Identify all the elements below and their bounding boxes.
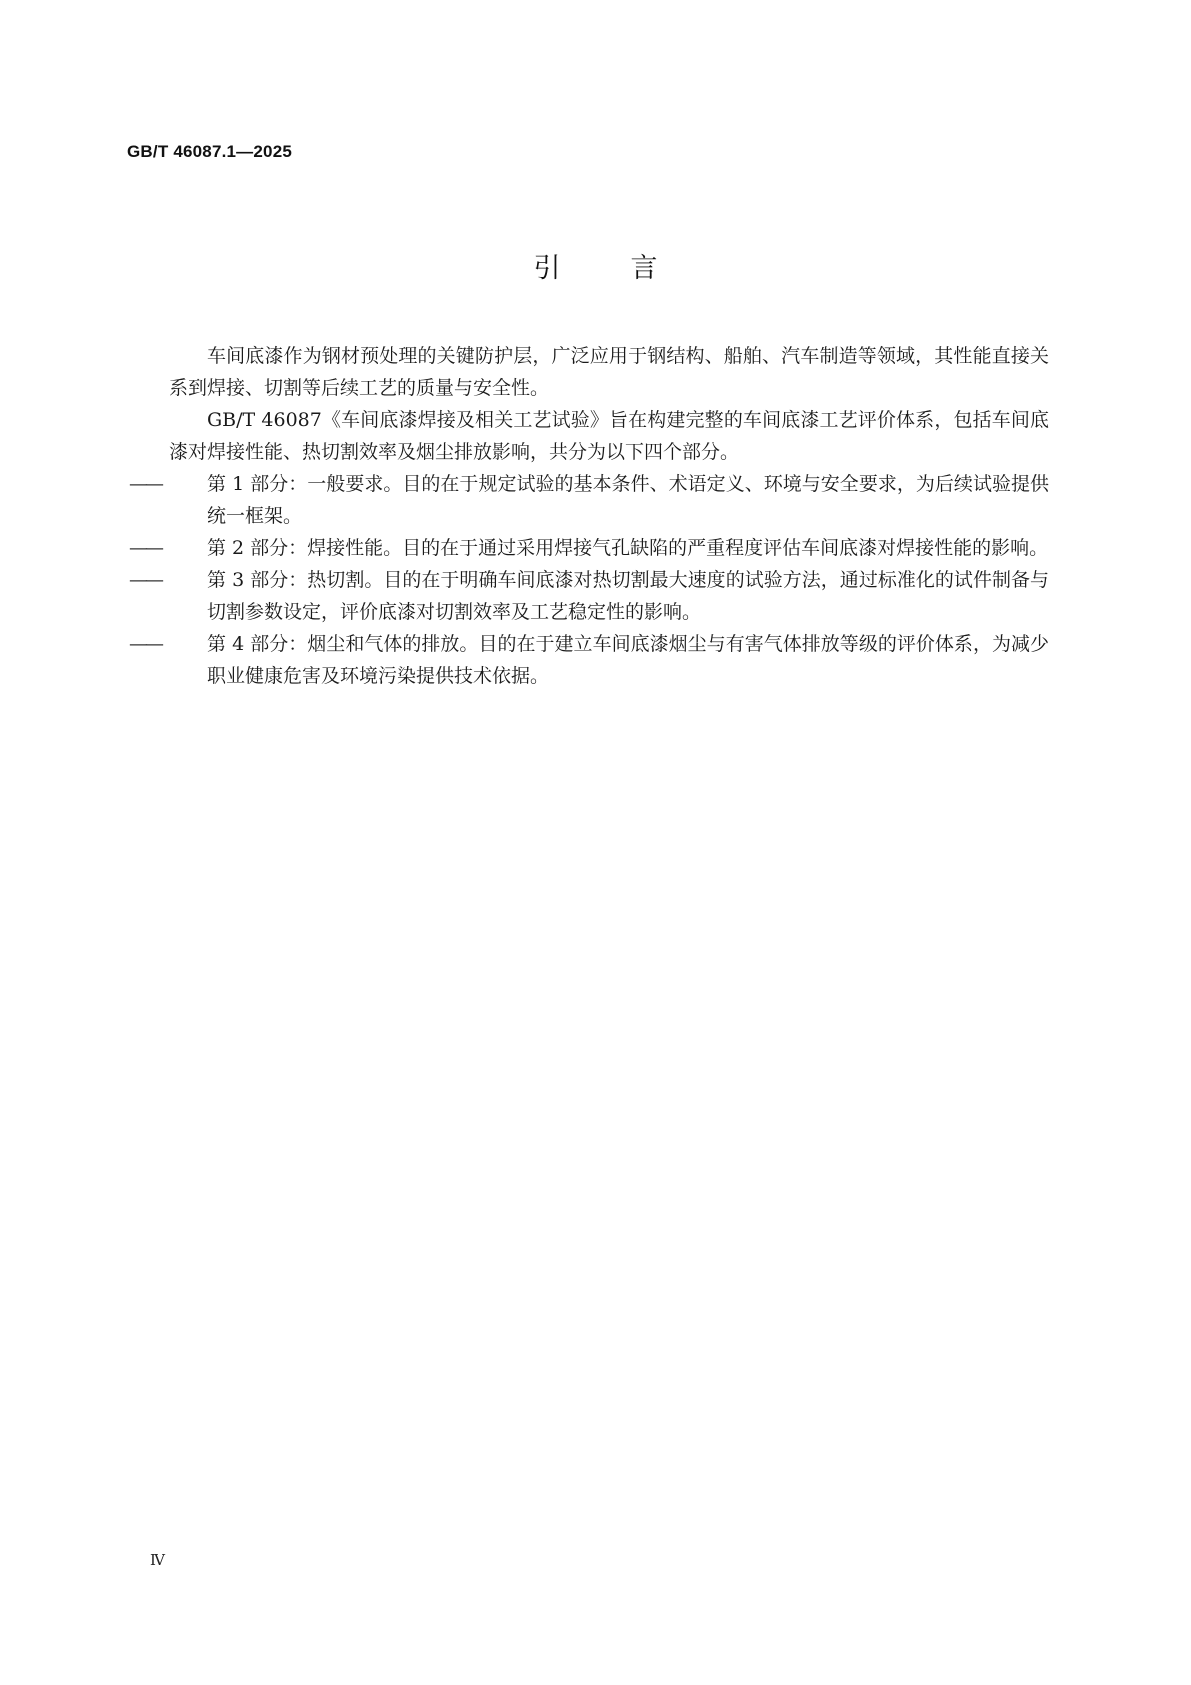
list-dash: —— [129,569,161,591]
page-number: Ⅳ [150,1551,165,1569]
part-4-text: 第 4 部分：烟尘和气体的排放。目的在于建立车间底漆烟尘与有害气体排放等级的评价体系，为减少职业健康危害及环境污染提供技术依据。 [207,633,1049,687]
intro-paragraph-1: 车间底漆作为钢材预处理的关键防护层，广泛应用于钢结构、船舶、汽车制造等领域，其性能直接关系到焊接、切割等后续工艺的质量与安全性。 [169,345,1049,399]
intro-paragraph-2: GB/T 46087《车间底漆焊接及相关工艺试验》旨在构建完整的车间底漆工艺评价体系，包括车间底漆对焊接性能、热切割效率及烟尘排放影响，共分为以下四个部分。 [169,409,1049,463]
part-1-text: 第 1 部分：一般要求。目的在于规定试验的基本条件、术语定义、环境与安全要求，为后续试验提供统一框架。 [207,473,1049,527]
part-2-text: 第 2 部分：焊接性能。目的在于通过采用焊接气孔缺陷的严重程度评估车间底漆对焊接性能的影响。 [207,537,1049,559]
part-3-item [129,564,1049,628]
list-dash: —— [129,473,161,495]
part-1-item [129,468,1049,532]
part-3-text: 第 3 部分：热切割。目的在于明确车间底漆对热切割最大速度的试验方法，通过标准化的试件制备与切割参数设定，评价底漆对切割效率及工艺稳定性的影响。 [207,569,1049,623]
introduction-body [129,340,1049,692]
parts-list [129,468,1049,692]
part-4-item [129,628,1049,692]
list-dash: —— [129,633,161,655]
standard-number: GB/T 46087.1—2025 [127,142,292,161]
list-dash: —— [129,537,161,559]
section-title: 引言 [533,253,728,284]
part-2-item [129,532,1049,564]
